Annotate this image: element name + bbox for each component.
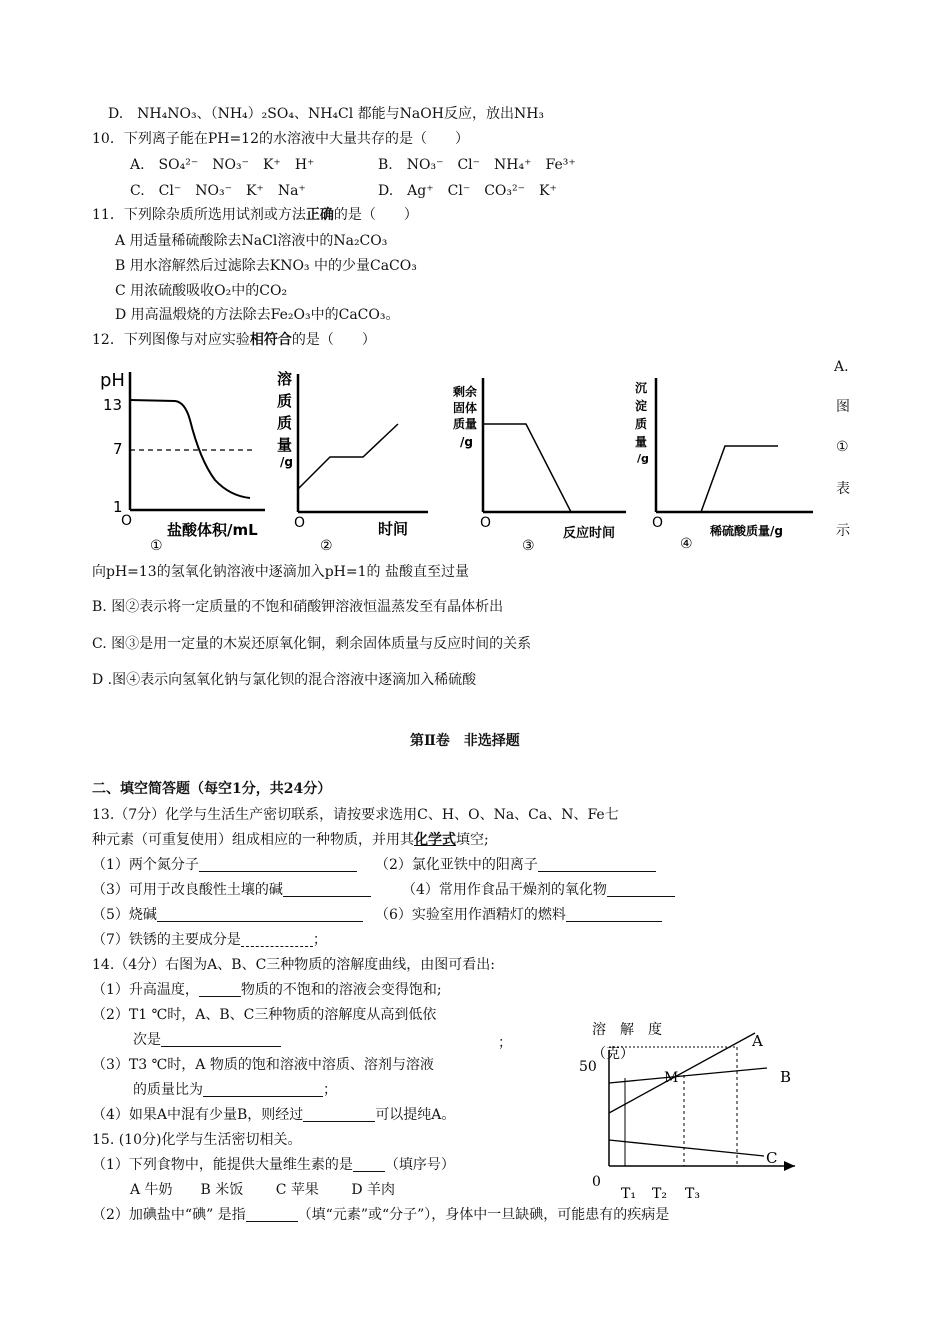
solubility-curve-a (609, 1033, 755, 1113)
q15-item-1-tail: （填序号） (384, 1157, 455, 1173)
q13-item-6-label: （6）实验室用作酒精灯的燃料 (375, 907, 566, 923)
q15-item-1-label: （1）下列食物中，能提供大量维生素的是 (92, 1157, 353, 1173)
q12-option-c: C. 图③是用一定量的木炭还原氧化铜，剩余固体质量与反应时间的关系 (92, 636, 532, 652)
graph-4-ylabel-3: 质 (635, 417, 648, 431)
q11-option-b: B 用水溶解然后过滤除去KNO₃ 中的少量CaCO₃ (115, 258, 417, 274)
graph-4-number: ④ (680, 536, 693, 552)
graph-3-ylabel-4: /g (460, 435, 473, 449)
q10-option-a: A. SO₄²⁻ NO₃⁻ K⁺ H⁺ (130, 157, 315, 173)
q12-stem (92, 330, 376, 350)
solubility-x-arrow (784, 1161, 795, 1171)
graph-1-xlabel: 盐酸体积/mL (167, 521, 258, 539)
q13-item-1 (92, 855, 357, 875)
q11-option-c: C 用浓硫酸吸收O₂中的CO₂ (115, 283, 288, 299)
graph-3-ylabel-2: 固体 (453, 401, 478, 415)
graph-4-precipitate-mass (628, 360, 828, 555)
graph-2-ylabel-4: 量 (277, 436, 293, 454)
graph-1-tick-13: 13 (103, 396, 123, 414)
q13-line-2 (92, 830, 489, 850)
q13-item-5 (92, 905, 363, 925)
q11-stem-tail: 的是（ ） (333, 207, 418, 223)
q13-item-5-label: （5）烧碱 (92, 907, 157, 923)
q11-option-a: A 用适量稀硫酸除去NaCl溶液中的Na₂CO₃ (115, 233, 388, 249)
q12-option-d: D .图④表示向氢氧化钠与氯化钡的混合溶液中逐滴加入稀硫酸 (92, 672, 477, 688)
graph-2-solute-mass (268, 362, 438, 555)
solubility-label-a: A (752, 1032, 763, 1050)
q9-option-d: D. NH₄NO₃、（NH₄）₂SO₄、NH₄Cl 都能与NaOH反应，放出NH₃ (108, 106, 545, 122)
solubility-label-c: C (766, 1149, 778, 1167)
q15-item-2-label: （2）加碘盐中“碘” 是指 (92, 1207, 246, 1223)
q13-item-6 (375, 905, 662, 925)
q13-line-2-emphasis: 化学式 (414, 832, 456, 848)
graph-1-ph (95, 360, 275, 555)
q13-item-5-blank[interactable] (157, 905, 363, 922)
graph-1-ylabel: pH (100, 370, 125, 391)
solubility-curve-c (609, 1140, 764, 1156)
q13-line-1: 13.（7分）化学与生活生产密切联系，请按要求选用C、H、O、Na、Ca、N、Fe七 (92, 807, 619, 823)
q15-item-2-blank[interactable] (246, 1205, 298, 1222)
solubility-tick-t2: T₂ (652, 1186, 667, 1202)
part-2-title: 第Ⅱ卷 非选择题 (410, 733, 520, 749)
q12-stem-tail: 的是（ ） (291, 332, 376, 348)
q13-item-2-blank[interactable] (538, 855, 656, 872)
q13-item-1-label: （1）两个氮分子 (92, 857, 199, 873)
q12-side-char-1: A. (834, 359, 849, 375)
q13-item-6-blank[interactable] (566, 905, 662, 922)
q14-item-1-tail: 物质的不饱和的溶液会变得饱和; (240, 982, 442, 998)
solubility-tick-50: 50 (579, 1059, 597, 1075)
graph-3-ylabel-3: 质量 (453, 417, 478, 431)
q14-item-2-end: ； (498, 1035, 512, 1051)
graph-2-ylabel-3: 质 (277, 414, 293, 432)
q13-item-3-blank[interactable] (283, 880, 371, 897)
q14-item-2-line-2 (133, 1030, 281, 1050)
q14-item-1-label: （1）升高温度， (92, 982, 199, 998)
graph-3-remaining-solid (446, 360, 636, 555)
q15-item-1-blank[interactable] (353, 1155, 385, 1172)
q10-option-c: C. Cl⁻ NO₃⁻ K⁺ Na⁺ (130, 183, 306, 199)
q12-stem-text: 12．下列图像与对应实验 (92, 332, 250, 348)
graph-2-xlabel: 时间 (378, 520, 409, 538)
q13-item-2 (375, 855, 656, 875)
graph-2-origin: O (294, 515, 306, 531)
graph-3-origin: O (480, 515, 492, 531)
q14-stem: 14.（4分）右图为A、B、C三种物质的溶解度曲线，由图可看出: (92, 957, 495, 973)
graph-3-number: ③ (522, 538, 535, 554)
q12-option-b: B. 图②表示将一定质量的不饱和硝酸钾溶液恒温蒸发至有晶体析出 (92, 599, 504, 615)
q11-option-d: D 用高温煅烧的方法除去Fe₂O₃中的CaCO₃。 (115, 307, 400, 323)
graph-2-number: ② (320, 538, 333, 554)
q12-option-a-continued: 向pH=13的氢氧化钠溶液中逐滴加入pH=1的 盐酸直至过量 (92, 564, 469, 580)
q14-item-4 (92, 1105, 455, 1125)
q13-item-4 (402, 880, 675, 900)
q10-stem: 10．下列离子能在PH=12的水溶液中大量共存的是（ ） (92, 131, 469, 147)
graph-4-xlabel: 稀硫酸质量/g (710, 524, 783, 538)
q13-line-2-text: 种元素（可重复使用）组成相应的一种物质，并用其 (92, 832, 414, 848)
graph-1-tick-7: 7 (113, 440, 123, 458)
q14-item-3-label: 的质量比为 (133, 1082, 203, 1098)
q10-option-b: B. NO₃⁻ Cl⁻ NH₄⁺ Fe³⁺ (378, 157, 576, 173)
q13-item-2-label: （2）氯化亚铁中的阳离子 (375, 857, 538, 873)
solubility-label-m: M (664, 1070, 679, 1086)
q12-side-char-4: 表 (836, 481, 850, 497)
graph-3-curve (483, 424, 571, 512)
graph-4-ylabel-1: 沉 (635, 381, 648, 395)
solubility-unit: （克） (592, 1046, 634, 1062)
graph-2-ylabel-1: 溶 (277, 370, 293, 388)
graph-4-ylabel-4: 量 (635, 435, 648, 449)
q14-item-1-blank[interactable] (199, 980, 241, 997)
q14-item-2-label: 次是 (133, 1032, 161, 1048)
graph-1-origin: O (121, 513, 133, 529)
solubility-tick-t1: T₁ (621, 1186, 636, 1202)
q14-item-3-line-1: （3）T3 ℃时，A 物质的饱和溶液中溶质、溶剂与溶液 (92, 1057, 434, 1073)
q10-option-d: D. Ag⁺ Cl⁻ CO₃²⁻ K⁺ (378, 183, 557, 199)
solubility-curve-graph (570, 1020, 810, 1210)
section-2-heading: 二、填空简答题（每空1分，共24分） (92, 781, 332, 797)
graph-3-ylabel-1: 剩余 (453, 385, 478, 399)
graph-1-number: ① (150, 538, 163, 554)
graph-3-xlabel: 反应时间 (563, 526, 616, 541)
q12-side-char-2: 图 (836, 399, 850, 415)
graph-1-curve (130, 400, 250, 498)
solubility-label-b: B (780, 1068, 792, 1086)
solubility-ylabel: 溶 解 度 (592, 1022, 662, 1038)
q14-item-3-blank[interactable] (203, 1080, 323, 1097)
q11-stem-emphasis: 正确 (305, 207, 334, 223)
solubility-origin: 0 (592, 1174, 601, 1190)
q13-line-2-tail: 填空; (456, 832, 489, 848)
graph-1-tick-1: 1 (113, 498, 123, 516)
q14-item-3-line-2 (133, 1080, 337, 1100)
q12-side-char-3: ① (836, 439, 849, 455)
graph-4-ylabel-2: 淀 (635, 399, 648, 413)
graph-4-origin: O (652, 515, 664, 531)
q14-item-2-blank[interactable] (161, 1030, 281, 1047)
q15-item-2-tail: （填“元素”或“分子”），身体中一旦缺碘，可能患有的疾病是 (297, 1207, 670, 1223)
q13-item-1-blank[interactable] (199, 855, 357, 872)
q15-stem: 15. (10分)化学与生活密切相关。 (92, 1132, 302, 1148)
q15-item-1 (92, 1155, 455, 1175)
q14-item-2-line-1: （2）T1 ℃时，A、B、C三种物质的溶解度从高到低依 (92, 1007, 437, 1023)
graph-4-curve (656, 446, 778, 512)
q11-stem (92, 205, 418, 225)
q13-item-4-blank[interactable] (607, 880, 675, 897)
q15-item-1-options: A 牛奶 B 米饭 C 苹果 D 羊肉 (130, 1182, 396, 1198)
q13-item-7-end: ； (312, 932, 327, 948)
q13-item-7-label: （7）铁锈的主要成分是 (92, 932, 241, 948)
q13-item-7 (92, 930, 327, 950)
q13-item-3-label: （3）可用于改良酸性土壤的碱 (92, 882, 283, 898)
solubility-tick-t3: T₃ (685, 1186, 700, 1202)
q13-item-4-label: （4）常用作食品干燥剂的氧化物 (402, 882, 607, 898)
q14-item-3-end: ； (323, 1082, 337, 1098)
q11-stem-text: 11．下列除杂质所选用试剂或方法 (92, 207, 306, 223)
q12-side-char-5: 示 (836, 523, 850, 539)
q14-item-4-label: （4）如果A中混有少量B，则经过 (92, 1107, 304, 1123)
graph-4-ylabel-5: /g (637, 452, 649, 465)
q13-item-7-blank[interactable] (241, 930, 313, 947)
q14-item-4-tail: 可以提纯A。 (375, 1107, 456, 1123)
graph-2-ylabel-5: /g (280, 455, 293, 469)
q14-item-1 (92, 980, 442, 1000)
q12-stem-emphasis: 相符合 (249, 332, 292, 348)
q15-item-2 (92, 1205, 669, 1225)
q13-item-3 (92, 880, 371, 900)
q14-item-4-blank[interactable] (303, 1105, 375, 1122)
graph-2-curve (298, 424, 398, 489)
graph-2-ylabel-2: 质 (277, 392, 293, 410)
